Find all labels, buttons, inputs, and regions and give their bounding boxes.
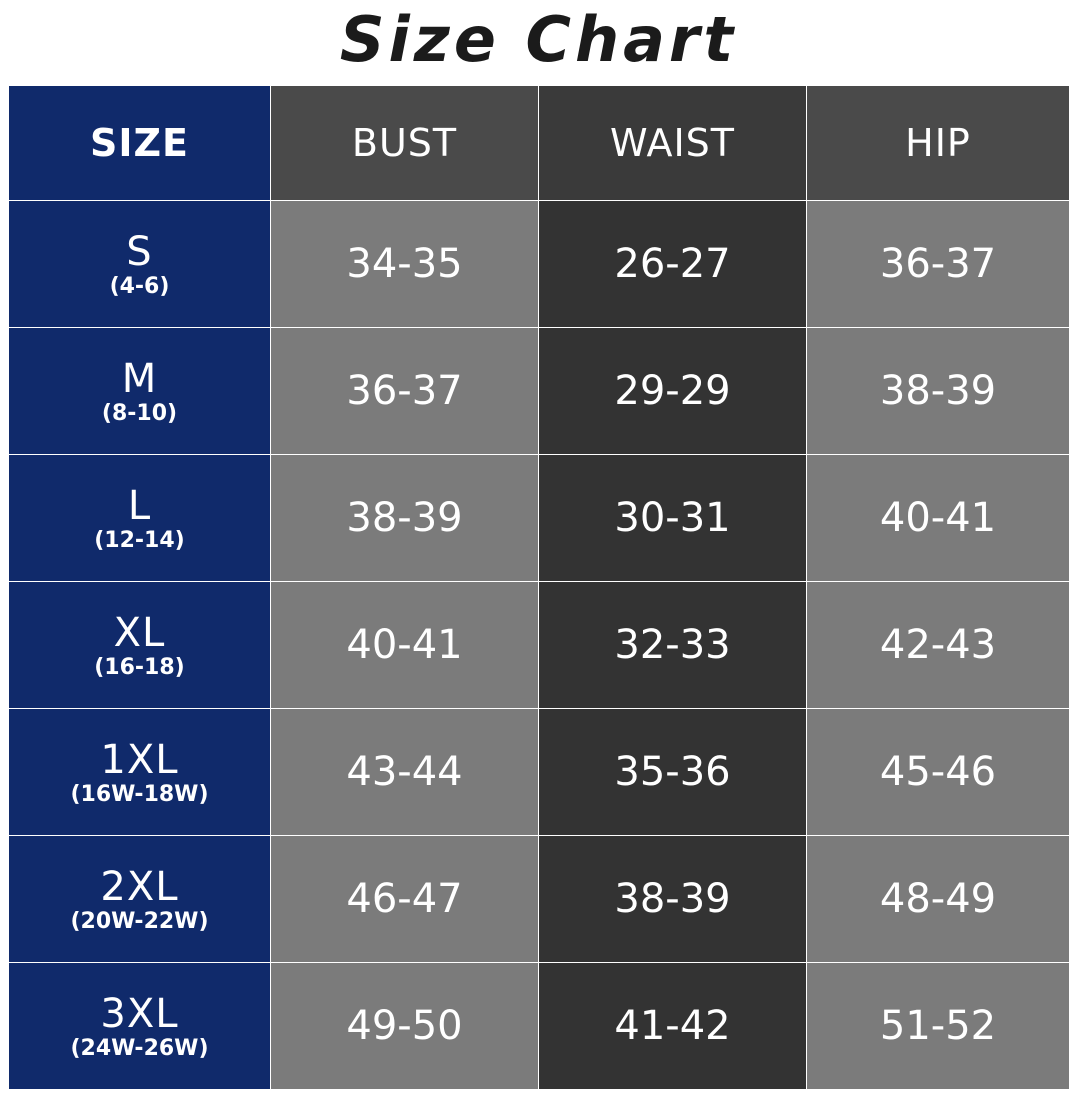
cell-size	[9, 455, 271, 582]
bust-value: 36-37	[346, 368, 463, 415]
cell-bust	[271, 836, 539, 963]
cell-waist	[539, 963, 807, 1090]
table-row	[9, 836, 1070, 963]
table-header-row	[9, 86, 1070, 201]
waist-value: 30-31	[614, 495, 731, 542]
waist-value: 38-39	[614, 876, 731, 923]
cell-waist	[539, 328, 807, 455]
hip-value: 51-52	[879, 1003, 997, 1050]
cell-waist	[539, 455, 807, 582]
cell-hip	[807, 582, 1070, 709]
cell-size	[9, 963, 271, 1090]
cell-waist	[539, 709, 807, 836]
cell-bust	[271, 963, 539, 1090]
cell-waist	[539, 582, 807, 709]
bust-value: 49-50	[346, 1003, 463, 1050]
hip-value: 48-49	[879, 876, 997, 923]
bust-value: 34-35	[346, 241, 463, 288]
size-numeric: (4-6)	[109, 273, 170, 299]
size-label: L	[127, 482, 152, 529]
cell-bust	[271, 201, 539, 328]
table-row	[9, 201, 1070, 328]
cell-waist	[539, 201, 807, 328]
cell-hip	[807, 963, 1070, 1090]
cell-bust	[271, 709, 539, 836]
table-row	[9, 963, 1070, 1090]
cell-size	[9, 201, 271, 328]
hip-value: 36-37	[879, 241, 997, 288]
bust-value: 43-44	[346, 749, 463, 796]
table-row	[9, 328, 1070, 455]
table-row	[9, 455, 1070, 582]
waist-value: 26-27	[614, 241, 731, 288]
cell-size	[9, 709, 271, 836]
hip-value: 38-39	[879, 368, 997, 415]
size-label: 3XL	[100, 990, 179, 1037]
size-numeric: (12-14)	[94, 527, 185, 553]
table-body	[9, 201, 1070, 1090]
hip-value: 45-46	[879, 749, 997, 796]
page-title: Size Chart	[339, 3, 738, 76]
column-header-bust: BUST	[271, 86, 539, 201]
table-row	[9, 709, 1070, 836]
hip-value: 40-41	[879, 495, 997, 542]
cell-bust	[271, 582, 539, 709]
bust-value: 46-47	[346, 876, 463, 923]
size-chart-table-wrapper	[8, 85, 1069, 1090]
column-header-hip: HIP	[807, 86, 1070, 201]
waist-value: 29-29	[614, 368, 731, 415]
waist-value: 41-42	[614, 1003, 731, 1050]
size-label: 2XL	[100, 863, 179, 910]
waist-value: 35-36	[614, 749, 731, 796]
cell-hip	[807, 328, 1070, 455]
size-chart-table	[8, 85, 1070, 1090]
cell-size	[9, 836, 271, 963]
cell-bust	[271, 455, 539, 582]
cell-bust	[271, 328, 539, 455]
size-numeric: (16W-18W)	[70, 781, 209, 807]
hip-value: 42-43	[879, 622, 997, 669]
cell-size	[9, 582, 271, 709]
size-label: XL	[113, 609, 166, 656]
size-label: 1XL	[100, 736, 179, 783]
cell-hip	[807, 709, 1070, 836]
cell-waist	[539, 836, 807, 963]
column-header-waist: WAIST	[539, 86, 807, 201]
size-label: M	[121, 355, 158, 402]
cell-hip	[807, 201, 1070, 328]
table-header	[9, 86, 1070, 201]
size-numeric: (24W-26W)	[70, 1035, 209, 1061]
column-header-size: SIZE	[9, 86, 271, 201]
bust-value: 40-41	[346, 622, 463, 669]
table-row	[9, 582, 1070, 709]
cell-hip	[807, 836, 1070, 963]
size-numeric: (8-10)	[101, 400, 178, 426]
cell-size	[9, 328, 271, 455]
size-numeric: (20W-22W)	[70, 908, 209, 934]
size-label: S	[126, 228, 153, 275]
bust-value: 38-39	[346, 495, 463, 542]
size-numeric: (16-18)	[94, 654, 185, 680]
cell-hip	[807, 455, 1070, 582]
waist-value: 32-33	[614, 622, 731, 669]
